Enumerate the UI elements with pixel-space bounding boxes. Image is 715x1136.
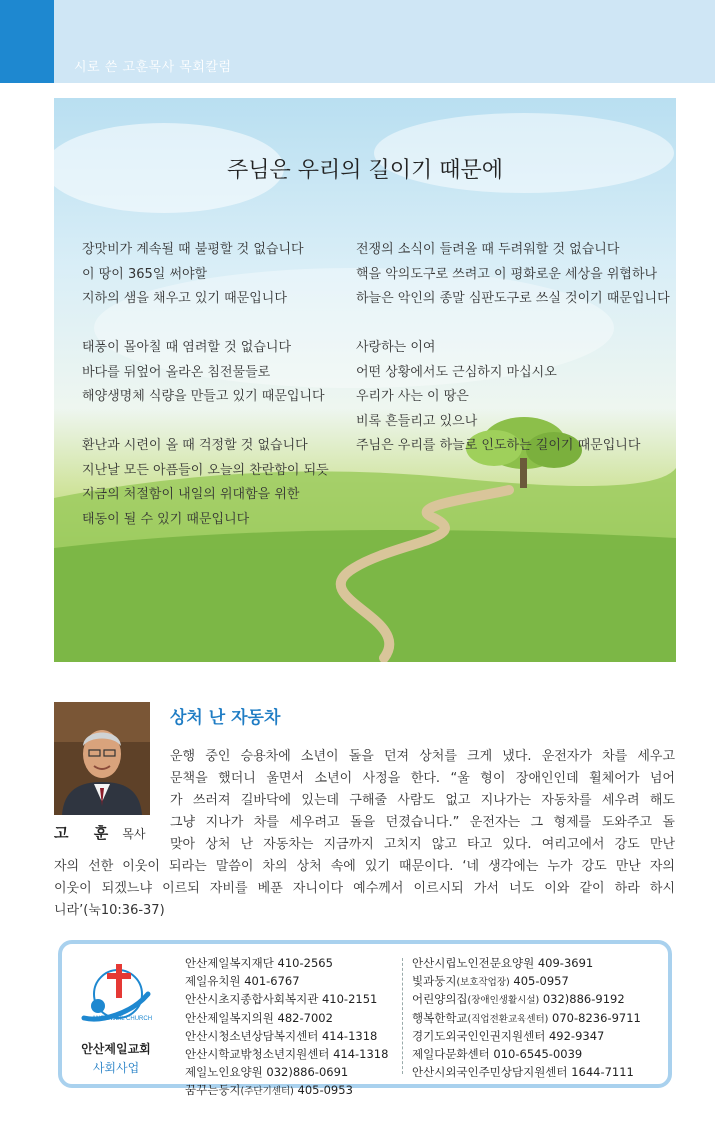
poem-line: 전쟁의 소식이 들려올 때 두려워할 것 없습니다 <box>356 242 620 257</box>
poem-line: 핵을 악의도구로 쓰려고 이 평화로운 세상을 위협하나 <box>356 266 658 282</box>
header-accent-tab <box>0 0 54 83</box>
service-item: 안산시학교밖청소년지원센터 414-1318 <box>185 1046 389 1061</box>
author-photo <box>54 702 150 815</box>
body-line: 맞아 상처 난 자동차는 지금까지 고치지 않고 타고 있다. 여리고에서 강도 만난 <box>170 837 675 852</box>
poem-line: 주님은 우리를 하늘로 인도하는 길이기 때문입니다 <box>356 438 641 453</box>
poem-line: 환난과 시련이 올 때 걱정할 것 없습니다 <box>82 438 308 453</box>
service-item: 빛과둥지(보호작업장) 405-0957 <box>412 974 569 989</box>
poem-line: 지난날 모든 아픔들이 오늘의 찬란함이 되듯 <box>82 462 329 478</box>
body-line: 운행 중인 승용차에 소년이 돌을 던져 상처를 크게 냈다. 운전자가 차를 세우고 <box>170 749 675 764</box>
service-item: 꿈꾸는둥지(주단기센터) 405-0953 <box>185 1083 353 1098</box>
poem-line: 태동이 될 수 있기 때문입니다 <box>82 511 250 527</box>
body-line: 그냥 지나가 차를 세우려고 돌을 던졌습니다.” 운전자는 그 형제를 도와주고 돌 <box>170 815 675 830</box>
poem-left-column <box>82 238 329 532</box>
poem-panel <box>54 98 676 662</box>
poem-line: 장맛비가 계속될 때 불평할 것 없습니다 <box>82 242 304 257</box>
service-item: 어린양의집(장애인생활시설) 032)886-9192 <box>412 992 625 1007</box>
poem-line: 바다를 뒤엎어 올라온 침전물들로 <box>82 364 271 380</box>
service-item: 제일노인요양원 032)886-0691 <box>185 1065 349 1080</box>
service-item: 안산제일복지재단 410-2565 <box>185 956 333 970</box>
body-line: 니라’(눅10:36-37) <box>54 903 165 918</box>
poem-line: 어떤 상황에서도 근심하지 마십시오 <box>356 364 557 380</box>
poem-line: 태풍이 몰아칠 때 염려할 것 없습니다 <box>82 340 292 355</box>
body-line: 이웃이 되겠느냐 이르되 자비를 베푼 자니이다 예수께서 이르시되 가서 너도 이와 같이 하라 하시 <box>54 881 675 896</box>
body-line: 가 쓰러져 길바닥에 있는데 구해줄 사람도 없고 지나가는 자동차를 세우려 해도 <box>170 793 675 808</box>
church-name: 안산제일교회 <box>81 1042 151 1056</box>
services-list-left <box>185 954 388 1100</box>
body-line: 자의 선한 이웃이 되라는 말씀이 차의 상처 속에 있기 때문이다. ‘네 생각에는 누가 강도 만난 자의 <box>54 859 675 874</box>
poem-line: 비록 흔들리고 있으나 <box>356 413 478 429</box>
service-item: 제일유치원 401-6767 <box>185 974 300 989</box>
poem-line: 지하의 샘을 채우고 있기 때문입니다 <box>82 291 287 306</box>
author-byline <box>54 822 154 843</box>
section-title: 시로 쓴 고훈목사 목회칼럼 <box>74 60 232 75</box>
church-emblem-icon <box>76 958 156 1030</box>
author-title: 목사 <box>122 827 146 841</box>
service-item: 안산시립노인전문요양원 409-3691 <box>412 956 594 970</box>
poem-line: 해양생명체 식량을 만들고 있기 때문입니다 <box>82 389 325 404</box>
service-item: 행복한학교(직업전환교육센터) 070-8236-9711 <box>412 1010 641 1025</box>
poem-line: 지금의 처절함이 내일의 위대함을 위한 <box>82 487 300 502</box>
list-divider <box>402 958 403 1074</box>
poem-line: 우리가 사는 이 땅은 <box>356 389 469 404</box>
service-item: 안산제일복지의원 482-7002 <box>185 1010 333 1025</box>
service-item: 제일다문화센터 010-6545-0039 <box>412 1046 583 1061</box>
poem-line: 하늘은 악인의 종말 심판도구로 쓰실 것이기 때문입니다 <box>356 291 670 306</box>
poem-right-column <box>356 238 670 459</box>
service-item: 경기도외국인인권지원센터 492-9347 <box>412 1028 605 1043</box>
social-services-box <box>58 940 672 1098</box>
column-body-wrapped <box>170 746 675 856</box>
column-title: 상처 난 자동차 <box>170 708 281 728</box>
poem-line: 이 땅이 365일 써야할 <box>82 266 208 282</box>
church-logo <box>76 958 156 1078</box>
body-line: 문책을 했더니 울면서 소년이 사정을 한다. “울 형이 장애인인데 휠체어가 넘어 <box>170 771 675 786</box>
poem-line: 사랑하는 이여 <box>356 340 436 355</box>
church-subtitle: 사회사업 <box>92 1061 140 1075</box>
service-item: 안산시초지종합사회복지관 410-2151 <box>185 992 378 1007</box>
service-item: 안산시외국인주민상담지원센터 1644-7111 <box>412 1065 634 1080</box>
services-list-right <box>412 954 641 1081</box>
column-body-full <box>54 856 675 922</box>
service-item: 안산시청소년상담복지센터 414-1318 <box>185 1028 378 1043</box>
page-header <box>0 0 715 83</box>
poem-title: 주님은 우리의 길이기 때문에 <box>226 158 503 183</box>
logo-ring-text: ANSANJEIL CHURCH <box>91 1016 153 1022</box>
author-name: 고 훈 <box>54 824 119 842</box>
